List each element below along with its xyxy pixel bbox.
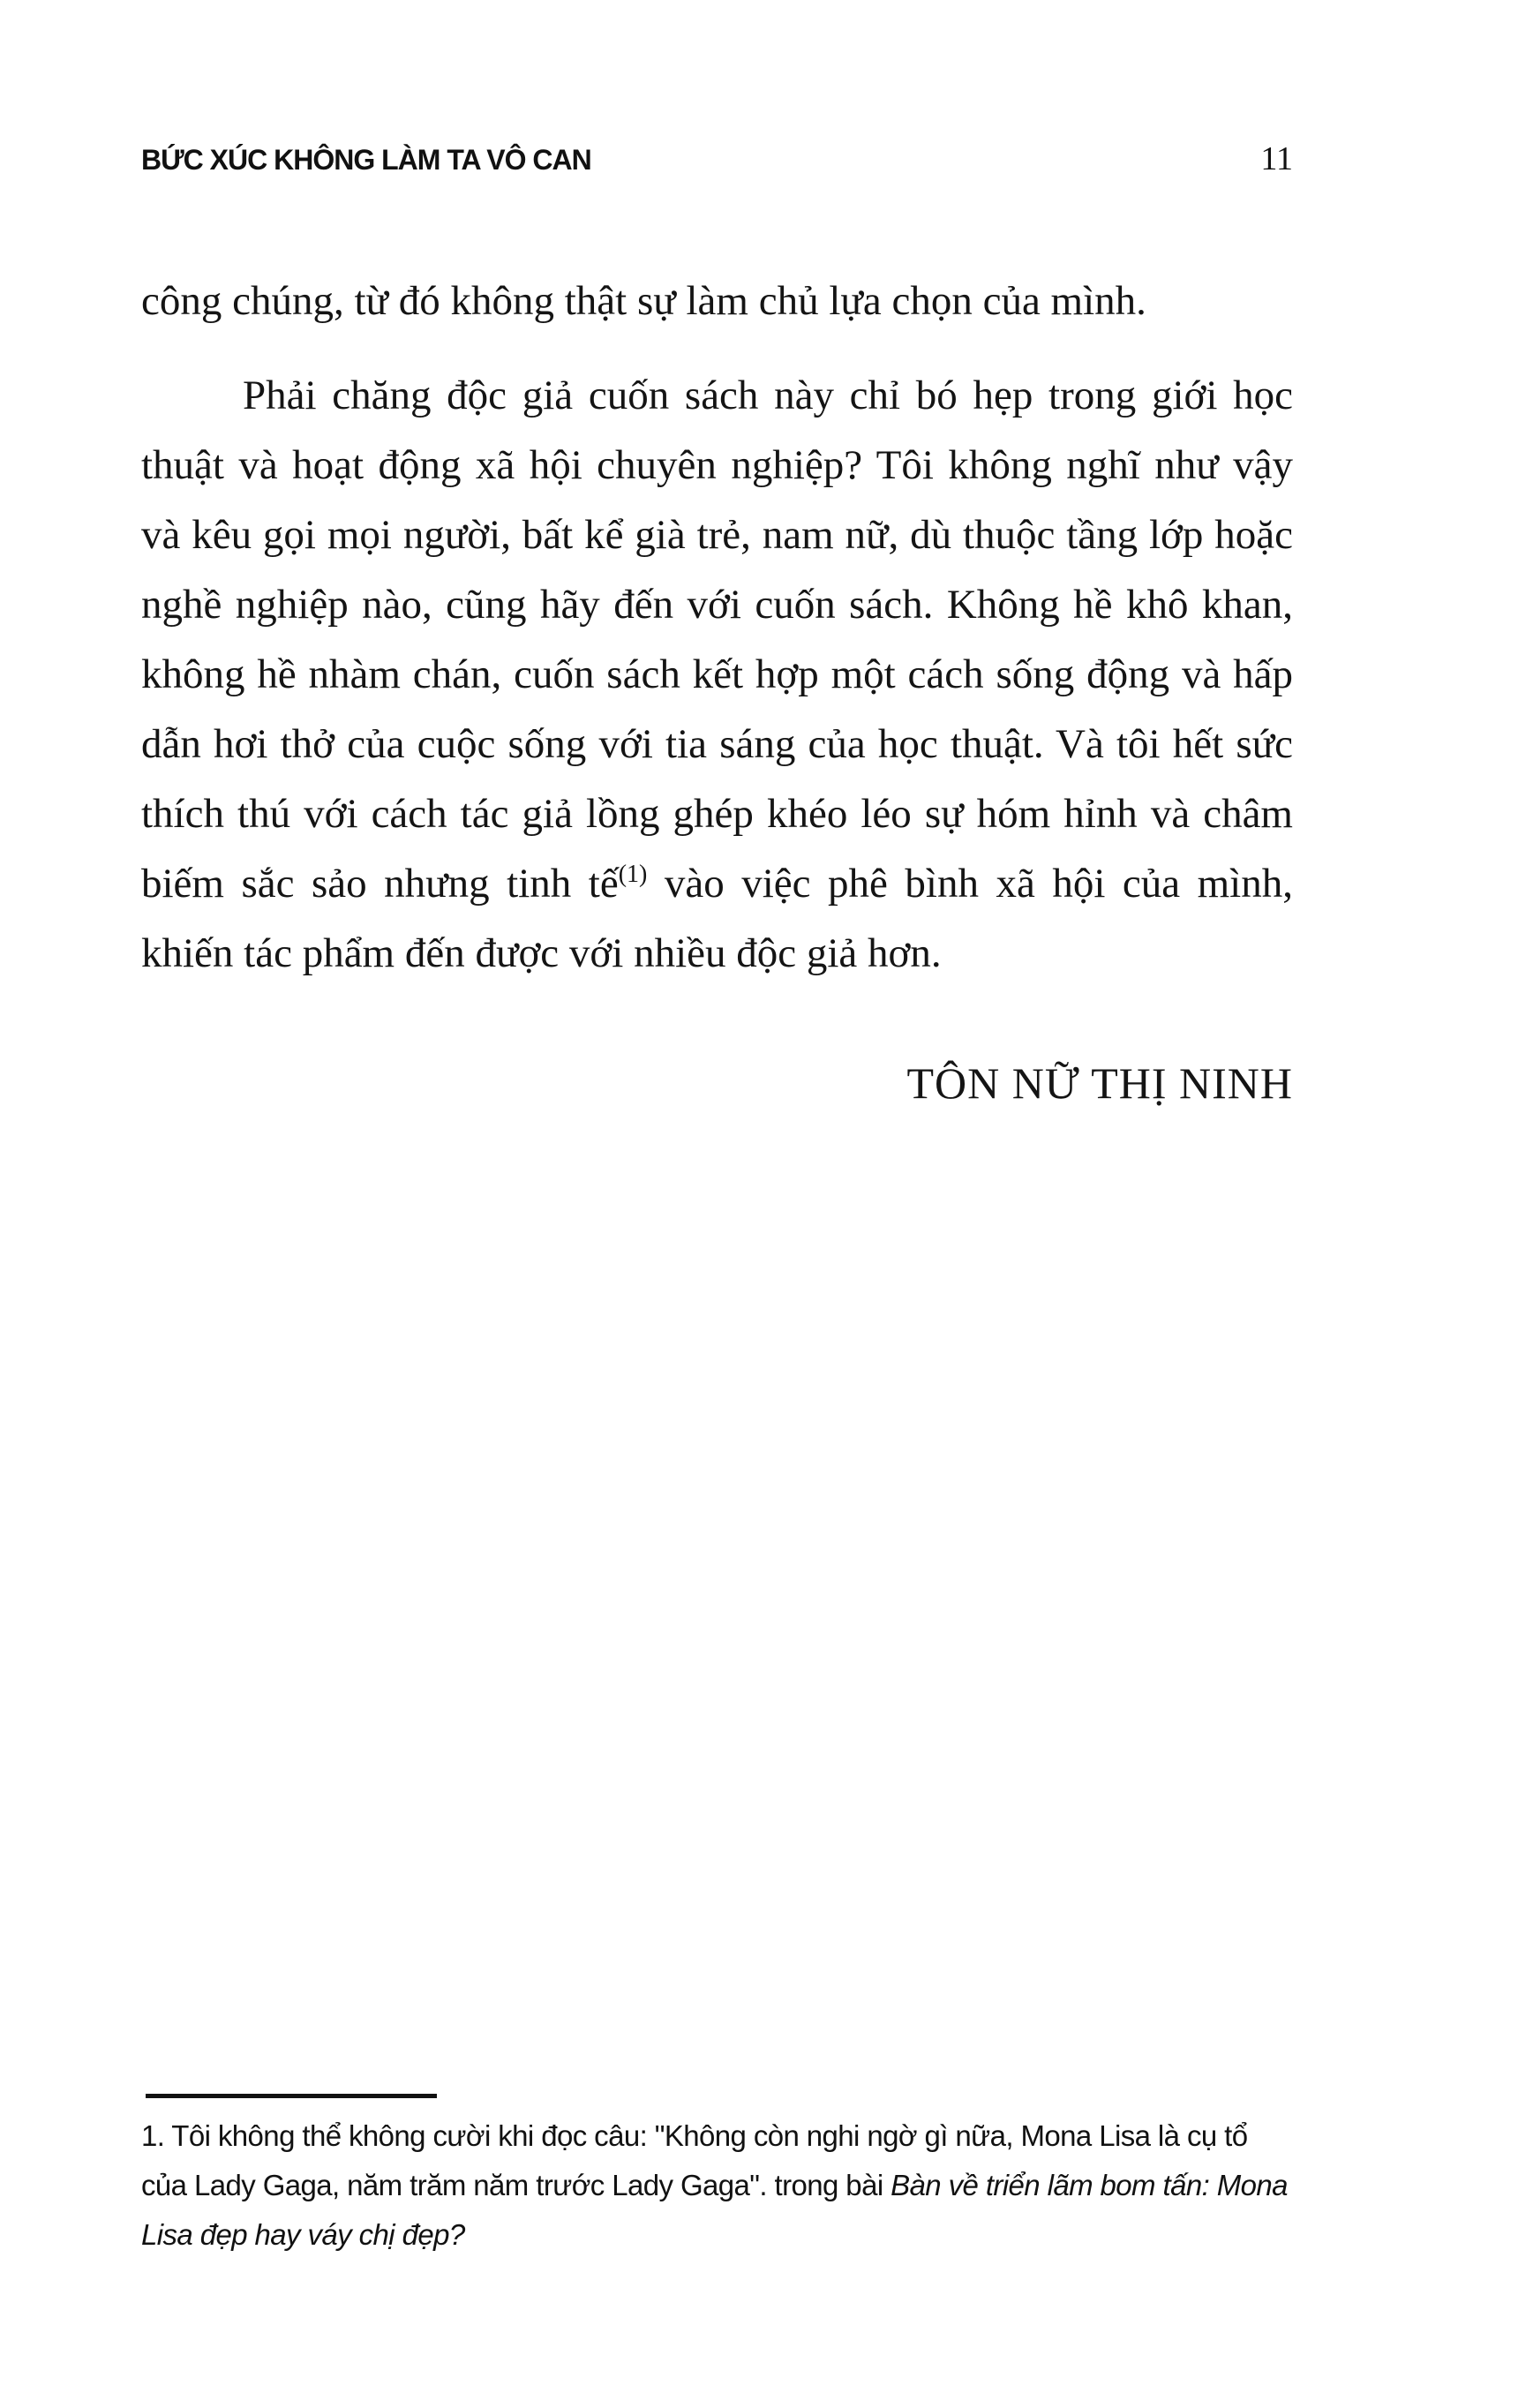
footnote-article-title: Bàn về triển lãm bom tấn: Mona Lisa đẹp hay váy chị đẹp? (141, 2169, 1288, 2251)
page-header (141, 139, 1293, 178)
paragraph-2-text: Phải chăng độc giả cuốn sách này chỉ bó hẹp trong giới học thuật và hoạt động xã hội chuyên nghiệp? Tôi không nghĩ như vậy và kêu gọi mọi người, bất kể già trẻ, nam nữ, dù thuộc tầng lớp hoặc nghề nghiệp nào, cũng hãy đến với cuốn sách. Không hề khô khan, không hề nhàm chán, cuốn sách kết hợp một cách sống động và hấp dẫn hơi thở của cuộc sống với tia sáng của học thuật. Và tôi hết sức thích thú với cách tác giả lồng ghép khéo léo sự hóm hỉnh và châm biếm sắc sảo nhưng tinh tế (141, 372, 1293, 907)
footnote-divider (146, 2094, 437, 2098)
paragraph-1: công chúng, từ đó không thật sự làm chủ lựa chọn của mình. (141, 278, 1146, 324)
footnote (141, 2111, 1297, 2260)
page-number: 11 (1260, 140, 1293, 177)
footnote-text: 1. Tôi không thể không cười khi đọc câu: "Không còn nghi ngờ gì nữa, Mona Lisa là cụ tổ của Lady Gaga, năm trăm năm trước Lady Gaga". trong bài (141, 2119, 1248, 2201)
author-signature: TÔN NỮ THỊ NINH (906, 1058, 1293, 1108)
paragraph-2 (141, 361, 1293, 989)
footnote-reference: (1) (618, 861, 648, 888)
running-title: BỨC XÚC KHÔNG LÀM TA VÔ CAN (141, 144, 591, 176)
body-text (141, 267, 1293, 989)
paragraph-2-continuation: vào việc phê bình xã hội của mình, khiến tác phẩm đến được với nhiều độc giả hơn. (141, 861, 1293, 976)
